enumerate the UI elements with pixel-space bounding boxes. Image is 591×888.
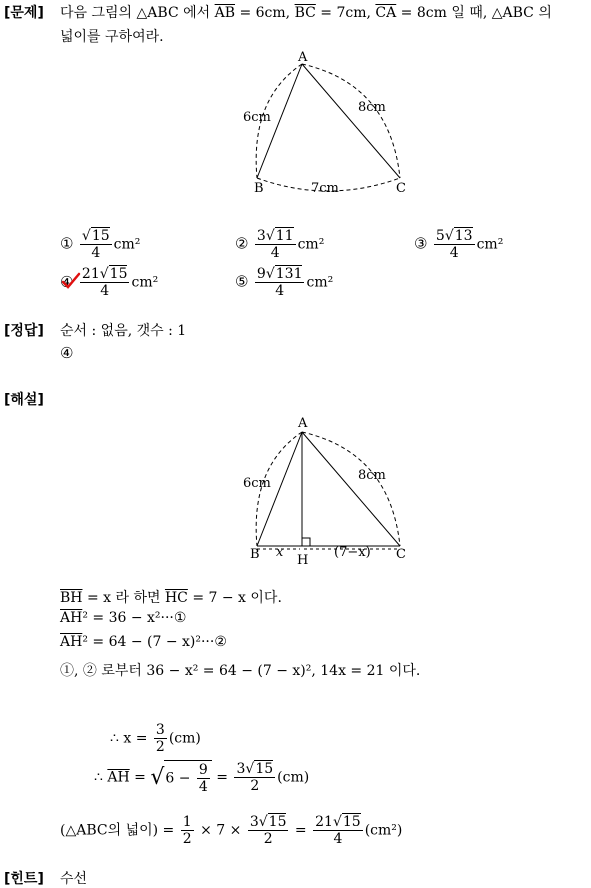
segment-bc: $\overline{BC}$: [294, 5, 316, 21]
option-5-fraction: $\frac{9√131}{4}$: [256, 266, 303, 299]
option-1-unit: cm²: [113, 236, 141, 253]
problem-text: 다음 그림의 △ABC 에서: [60, 5, 215, 21]
answer-line-2: ④: [60, 344, 74, 362]
option-5[interactable]: [235, 266, 333, 299]
problem-line-2: 넓이를 구하여라.: [60, 29, 164, 45]
checkmark-icon: [60, 271, 82, 291]
solution-ah-result: ∴ $\overline{AH} = √6$ − $\frac{9}{4}$ = $\frac{3√15}{2}$ (cm): [94, 761, 310, 795]
solution-triangle-figure: [240, 412, 420, 568]
option-1[interactable]: [60, 228, 140, 261]
segment-ca: $\overline{CA}$: [375, 5, 397, 21]
option-3-fraction: $\frac{5√13}{4}$: [435, 228, 473, 261]
option-2-fraction: $\frac{3√11}{4}$: [256, 228, 294, 261]
vertex-c-label: C: [396, 547, 406, 562]
option-4-mark: ④: [60, 273, 73, 291]
vertex-b-label: B: [254, 181, 264, 196]
vertex-b-label: B: [250, 547, 260, 562]
option-3-unit: cm²: [476, 236, 504, 253]
bh-length-label: x: [276, 545, 284, 560]
option-2-mark: ②: [235, 234, 249, 253]
vertex-c-label: C: [396, 181, 406, 196]
solution-line-2: $\overline{AH}^2 = 36$ − x²···①: [60, 610, 187, 626]
foot-h-label: H: [297, 553, 309, 568]
segment-ab: $\overline{AB}$: [214, 5, 236, 21]
option-5-mark: ⑤: [235, 272, 249, 291]
solution-line-1: $\overline{BH} = x$ 라 하면 $\overline{HC} = 7 - x$ 이다.: [60, 590, 282, 606]
option-3-mark: ③: [414, 234, 428, 253]
vertex-a-label: A: [298, 416, 308, 431]
option-4-fraction: $\frac{21√15}{4}$: [81, 266, 128, 299]
problem-line-1: [60, 2, 552, 22]
solution-line-4: ①, ② 로부터 36 − x² = 64 − (7 − x)², 14x = 21 이다.: [60, 663, 421, 679]
solution-x-result: ∴ x = $\frac{3}{2}$ (cm): [110, 722, 201, 755]
option-2-unit: cm²: [297, 236, 325, 253]
answer-line-1: 순서 : 없음, 갯수 : 1: [60, 323, 187, 339]
ab-length-label: 6cm: [243, 476, 271, 491]
option-4-unit: cm²: [131, 274, 159, 291]
option-5-unit: cm²: [306, 274, 334, 291]
solution-line-3: $\overline{AH}^2 = 64 - (7$ − x)²···②: [60, 634, 227, 650]
option-4[interactable]: [60, 266, 158, 299]
bc-length-label: 7cm: [311, 181, 339, 196]
option-2[interactable]: [235, 228, 324, 261]
vertex-a-label: A: [298, 50, 308, 65]
side-ac: [302, 64, 400, 178]
ab-value: = 6cm,: [235, 5, 295, 21]
ac-length-label: 8cm: [358, 100, 386, 115]
solution-tag: [해설]: [4, 392, 44, 408]
bc-value: = 7cm,: [315, 5, 376, 21]
problem-tag: [문제]: [4, 5, 44, 21]
hc-length-label: (7−x): [334, 545, 371, 560]
solution-area-result: (△ABC의 넓이) = $\frac{1}{2}$ × 7 × $\frac{3√15}{2}$ = $\frac{21√15}{4}$ (cm²): [60, 814, 403, 847]
triangle-figure: [240, 44, 420, 196]
option-1-fraction: $\frac{√15}{4}$: [81, 228, 110, 261]
hint-text: 수선: [60, 871, 88, 887]
option-1-mark: ①: [60, 234, 74, 253]
side-ac: [302, 432, 400, 546]
ac-length-label: 8cm: [358, 468, 386, 483]
ca-value: = 8cm 일 때, △ABC 의: [396, 5, 552, 21]
option-3[interactable]: [414, 228, 503, 261]
right-angle-mark: [302, 538, 310, 546]
hint-tag: [힌트]: [4, 871, 44, 887]
answer-tag: [정답]: [4, 323, 44, 339]
ab-length-label: 6cm: [243, 110, 271, 125]
